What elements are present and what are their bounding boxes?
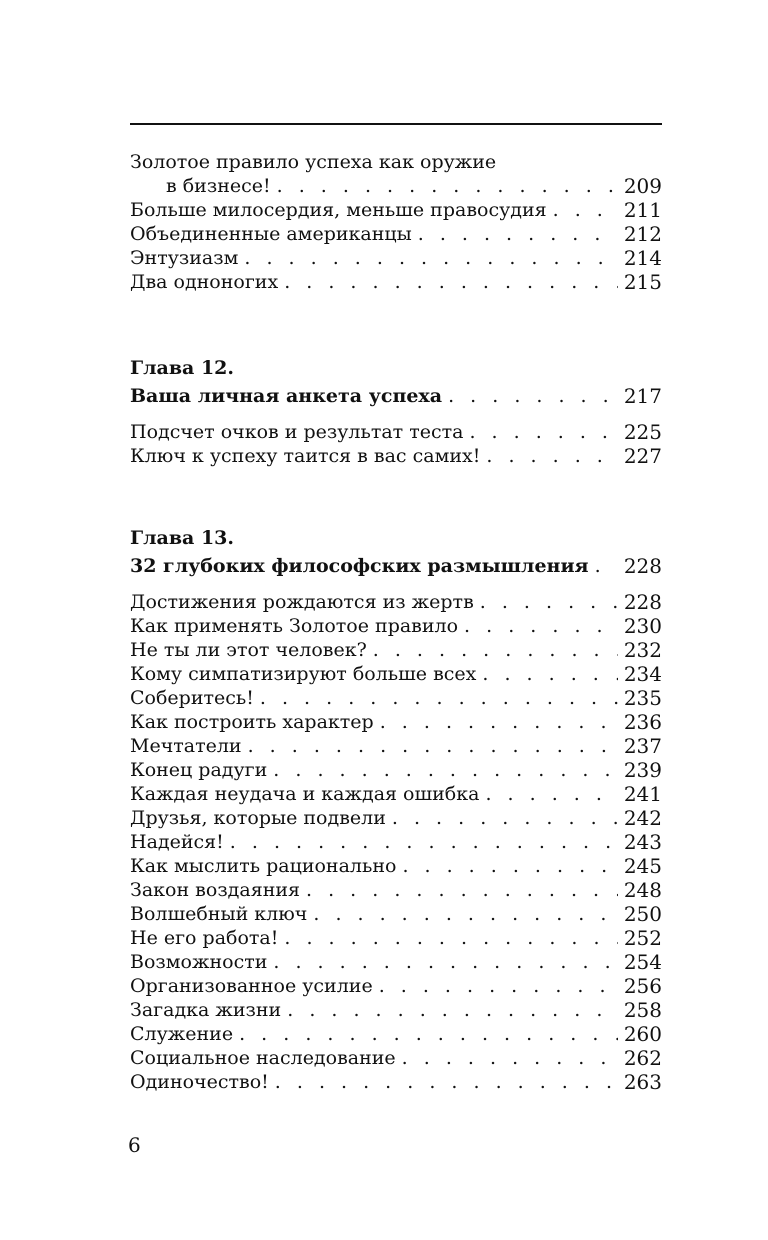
- toc-entry-page: 243: [623, 830, 662, 854]
- toc-entry-title: Конец радуги: [130, 759, 268, 781]
- toc-entry-title: Как применять Золотое правило: [130, 615, 459, 637]
- chapter-page: 217: [623, 384, 662, 408]
- chapter-heading-entry: [130, 384, 662, 408]
- toc-entry-title: Мечтатели: [130, 735, 242, 757]
- page-number: 6: [128, 1133, 141, 1157]
- toc-entry-title: Как построить характер: [130, 711, 374, 733]
- toc-entry: [130, 1070, 662, 1094]
- dot-leader: [244, 246, 617, 270]
- toc-entry: [130, 950, 662, 974]
- dot-leader: [248, 734, 618, 758]
- toc-entry: [130, 902, 662, 926]
- toc-entry-page: 227: [623, 444, 662, 468]
- toc-entry-page: 256: [623, 974, 662, 998]
- dot-leader: [480, 590, 618, 614]
- dot-leader: [595, 554, 618, 578]
- toc-entry: [130, 974, 662, 998]
- dot-leader: [239, 1022, 618, 1046]
- dot-leader: [275, 1070, 618, 1094]
- chapter-13-entry-list: [130, 590, 662, 1094]
- toc-entry-page: 254: [623, 950, 662, 974]
- toc-entry: [130, 222, 662, 246]
- dot-leader: [373, 638, 618, 662]
- toc-entry-page: 245: [623, 854, 662, 878]
- toc-entry-page: 234: [623, 662, 662, 686]
- toc-entry-title: Кому симпатизируют больше всех: [130, 663, 477, 685]
- toc-entry-title: Энтузиазм: [130, 247, 239, 269]
- dot-leader: [284, 926, 617, 950]
- toc-entry-title: Волшебный ключ: [130, 903, 308, 925]
- dot-leader: [313, 902, 617, 926]
- toc-entry-title: Каждая неудача и каждая ошибка: [130, 783, 480, 805]
- toc-entry: [130, 830, 662, 854]
- dot-leader: [287, 998, 618, 1022]
- toc-chapter-12: [130, 356, 662, 468]
- toc-entry: [130, 1046, 662, 1070]
- toc-entry-title: Организованное усилие: [130, 975, 373, 997]
- toc-entry-page: 263: [623, 1070, 662, 1094]
- toc-entry: [130, 734, 662, 758]
- dot-leader: [553, 198, 618, 222]
- toc-entry: [130, 926, 662, 950]
- toc-entry-title: Друзья, которые подвели: [130, 807, 386, 829]
- toc-entry-page: 211: [623, 198, 662, 222]
- header-rule: [130, 123, 662, 125]
- toc-entry-page: 260: [623, 1022, 662, 1046]
- toc-entry-title: Социальное наследование: [130, 1047, 396, 1069]
- dot-leader: [380, 710, 618, 734]
- dot-leader: [418, 222, 618, 246]
- toc-entry: [130, 710, 662, 734]
- dot-leader: [482, 662, 617, 686]
- toc-entry-page: 228: [623, 590, 662, 614]
- dot-leader: [277, 174, 618, 198]
- toc-entry-page: 239: [623, 758, 662, 782]
- toc-entry: [130, 686, 662, 710]
- toc-entry-title: Служение: [130, 1023, 234, 1045]
- toc-entry: [130, 444, 662, 468]
- chapter-label: Глава 13.: [130, 527, 235, 549]
- dot-leader: [485, 782, 617, 806]
- toc-entry-title: Соберитесь!: [130, 687, 254, 709]
- toc-entry-page: 258: [623, 998, 662, 1022]
- toc-entry: [130, 246, 662, 270]
- toc-entry: [130, 1022, 662, 1046]
- dot-leader: [273, 758, 618, 782]
- toc-entry-title: Подсчет очков и результат теста: [130, 421, 464, 443]
- toc-entry-title: в бизнесе!: [166, 175, 271, 197]
- toc-entry-title: Закон воздаяния: [130, 879, 301, 901]
- toc-entry-page: 209: [623, 174, 662, 198]
- toc-entry-title: Как мыслить рационально: [130, 855, 397, 877]
- toc-intro-block: [130, 150, 662, 294]
- toc-entry: [130, 998, 662, 1022]
- toc-entry: [130, 614, 662, 638]
- toc-entry-title-line1: Золотое правило успеха как оружие: [130, 151, 497, 173]
- toc-entry: [130, 854, 662, 878]
- toc-entry-title: Надейся!: [130, 831, 224, 853]
- toc-entry-title: Достижения рождаются из жертв: [130, 591, 474, 613]
- dot-leader: [402, 1046, 618, 1070]
- chapter-label: Глава 12.: [130, 357, 235, 379]
- toc-entry: [130, 590, 662, 614]
- toc-entry-title: Возможности: [130, 951, 268, 973]
- toc-entry-page: 235: [623, 686, 662, 710]
- toc-entry: [130, 420, 662, 444]
- toc-entry-title: Объединенные американцы: [130, 223, 412, 245]
- toc-entry-title: Одиночество!: [130, 1071, 269, 1093]
- toc-entry-title: Не его работа!: [130, 927, 279, 949]
- toc-entry-page: 215: [623, 270, 662, 294]
- dot-leader: [402, 854, 617, 878]
- toc-entry-page: 237: [623, 734, 662, 758]
- toc-entry: [130, 878, 662, 902]
- toc-entry-title: Загадка жизни: [130, 999, 282, 1021]
- toc-entry-page: 252: [623, 926, 662, 950]
- toc-entry-title: Больше милосердия, меньше правосудия: [130, 199, 547, 221]
- dot-leader: [469, 420, 617, 444]
- toc-entry-page: 214: [623, 246, 662, 270]
- toc-entry: [130, 270, 662, 294]
- toc-entry: [130, 198, 662, 222]
- toc-entry-page: 230: [623, 614, 662, 638]
- toc-entry-page: 242: [623, 806, 662, 830]
- toc-entry-page: 225: [623, 420, 662, 444]
- dot-leader: [464, 614, 618, 638]
- toc-entry: [130, 758, 662, 782]
- toc-entry-title: Ключ к успеху таится в вас самих!: [130, 445, 481, 467]
- dot-leader: [273, 950, 617, 974]
- chapter-title: Ваша личная анкета успеха: [130, 385, 443, 407]
- dot-leader: [284, 270, 618, 294]
- toc-entry-page: 241: [623, 782, 662, 806]
- dot-leader: [260, 686, 618, 710]
- toc-entry: [130, 638, 662, 662]
- dot-leader: [230, 830, 618, 854]
- dot-leader: [486, 444, 617, 468]
- toc-entry: [130, 662, 662, 686]
- toc-entry: [130, 782, 662, 806]
- toc-entry-title: Не ты ли этот человек?: [130, 639, 367, 661]
- dot-leader: [448, 384, 618, 408]
- toc-entry-page: 248: [623, 878, 662, 902]
- toc-entry-page: 232: [623, 638, 662, 662]
- toc-chapter-13: [130, 526, 662, 1094]
- chapter-page: 228: [623, 554, 662, 578]
- chapter-heading-entry: [130, 554, 662, 578]
- toc-entry-page: 212: [623, 222, 662, 246]
- dot-leader: [392, 806, 618, 830]
- toc-entry-page: 236: [623, 710, 662, 734]
- toc-entry-page: 262: [623, 1046, 662, 1070]
- toc-entry: [130, 806, 662, 830]
- toc-entry-page: 250: [623, 902, 662, 926]
- dot-leader: [306, 878, 618, 902]
- toc-entry: [130, 174, 662, 198]
- toc-entry-title: Два одноногих: [130, 271, 279, 293]
- chapter-title: 32 глубоких философских размышления: [130, 555, 589, 577]
- dot-leader: [379, 974, 618, 998]
